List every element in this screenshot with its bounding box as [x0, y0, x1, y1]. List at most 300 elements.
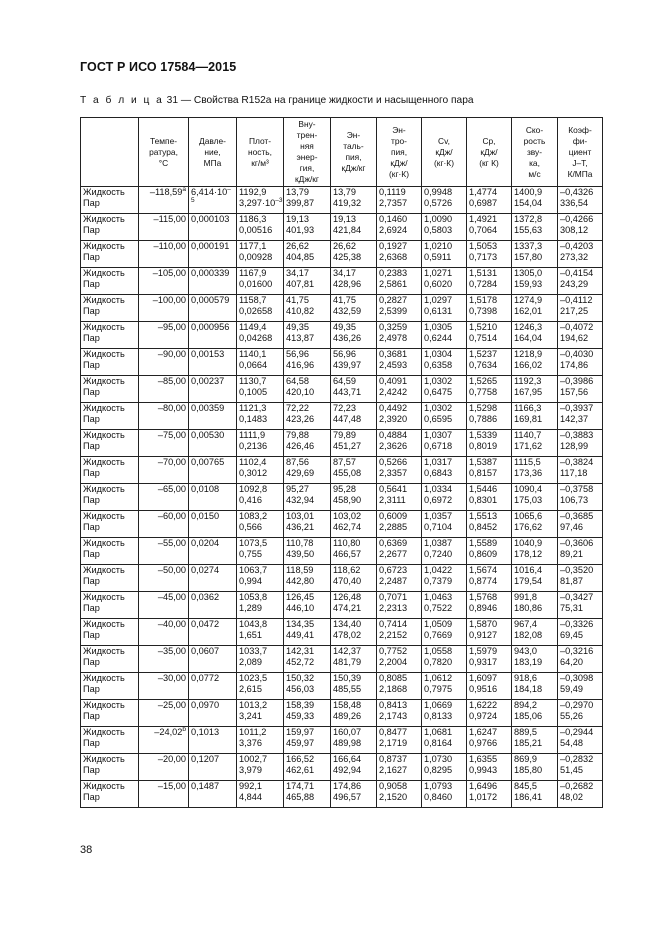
cv-vapor: 0,6843: [424, 468, 453, 479]
cell-jt-coefficient: [558, 538, 603, 565]
cv-liquid: 1,0304: [424, 349, 453, 359]
pressure-value: 0,0607: [191, 646, 220, 656]
cell-jt-coefficient: [558, 241, 603, 268]
internal-energy-liquid: 64,58: [286, 376, 309, 386]
internal-energy-vapor: 456,03: [286, 684, 315, 695]
cell-pressure: [189, 403, 237, 430]
entropy-liquid: 0,5641: [379, 484, 408, 494]
pressure-value: 0,1013: [191, 727, 220, 737]
cv-vapor: 0,6475: [424, 387, 453, 398]
cell-pressure: [189, 619, 237, 646]
cell-internal-energy: [284, 241, 331, 268]
cell-pressure: [189, 457, 237, 484]
enthalpy-liquid: 26,62: [333, 241, 356, 251]
cv-vapor: 0,5726: [424, 198, 453, 209]
cell-density: [237, 187, 284, 214]
jt-coefficient-vapor: 69,45: [560, 630, 583, 641]
cell-entropy: [377, 484, 422, 511]
pressure-value: 0,0472: [191, 619, 220, 629]
table-caption: [80, 95, 474, 106]
cv-vapor: 0,7522: [424, 603, 453, 614]
sound-speed-liquid: 991,8: [514, 592, 537, 602]
cell-entropy: [377, 403, 422, 430]
state-vapor: Пар: [83, 333, 100, 344]
internal-energy-liquid: 79,88: [286, 430, 309, 440]
density-vapor-wrap: [239, 792, 281, 803]
jt-coefficient-liquid: –0,2970: [560, 700, 594, 710]
cell-state: [81, 349, 139, 376]
table-row: [81, 781, 603, 808]
temperature-value: –85,00: [157, 376, 186, 386]
cell-internal-energy: [284, 484, 331, 511]
cell-state: [81, 322, 139, 349]
sound-speed-liquid: 967,4: [514, 619, 537, 629]
cp-vapor: 0,8946: [469, 603, 498, 614]
header-line: Вну-: [298, 119, 316, 129]
header-line: кДж/: [435, 146, 453, 157]
cv-liquid: 1,0317: [424, 457, 453, 467]
temperature-value: –15,00: [157, 781, 186, 791]
entropy-vapor: 2,2004: [379, 657, 408, 668]
header-state: [81, 118, 139, 187]
state-vapor: Пар: [83, 684, 100, 695]
internal-energy-liquid: 87,56: [286, 457, 309, 467]
cell-cv: [422, 565, 467, 592]
density-vapor: 0,755: [239, 549, 262, 560]
density-vapor-wrap: [239, 711, 281, 722]
cp-liquid: 1,6496: [469, 781, 498, 791]
header-internal-energy: [284, 118, 331, 187]
cell-cp: [467, 187, 512, 214]
cp-liquid: 1,6355: [469, 754, 498, 764]
table-row: [81, 646, 603, 673]
internal-energy-liquid: 118,59: [286, 565, 314, 575]
enthalpy-vapor: 489,26: [333, 711, 362, 722]
header-line: (кг·К): [434, 157, 454, 168]
cv-vapor: 0,8133: [424, 711, 453, 722]
state-vapor: Пар: [83, 225, 100, 236]
header-line: Эн-: [346, 130, 361, 140]
footnote-mark: b: [182, 725, 186, 733]
internal-energy-liquid: 166,52: [286, 754, 315, 764]
jt-coefficient-vapor: 64,20: [560, 657, 583, 668]
cell-state: [81, 673, 139, 700]
temperature-value: –118,59: [149, 187, 183, 197]
density-vapor: 0,2136: [239, 441, 268, 452]
state-liquid: Жидкость: [83, 538, 125, 548]
sound-speed-vapor: 185,80: [514, 765, 543, 776]
table-row: [81, 754, 603, 781]
cell-jt-coefficient: [558, 322, 603, 349]
cell-cp: [467, 781, 512, 808]
sound-speed-vapor: 176,62: [514, 522, 543, 533]
jt-coefficient-liquid: –0,2944: [560, 727, 594, 737]
cell-pressure: [189, 322, 237, 349]
enthalpy-vapor: 481,79: [333, 657, 362, 668]
pressure-value: 0,00153: [191, 349, 225, 359]
internal-energy-vapor: 416,96: [286, 360, 315, 371]
table-row: [81, 214, 603, 241]
header-temperature: [139, 118, 189, 187]
cp-liquid: 1,5178: [469, 295, 498, 305]
density-liquid: 1102,4: [239, 457, 267, 467]
cell-density: [237, 430, 284, 457]
state-liquid: Жидкость: [83, 376, 125, 386]
cp-liquid: 1,6222: [469, 700, 498, 710]
temperature-value: –40,00: [157, 619, 186, 629]
cell-sound-speed: [512, 646, 558, 673]
header-line: энер-: [296, 152, 318, 162]
table-row: [81, 403, 603, 430]
cell-internal-energy: [284, 322, 331, 349]
internal-energy-vapor: 442,80: [286, 576, 315, 587]
entropy-liquid: 0,6009: [379, 511, 408, 521]
density-vapor-wrap: [239, 684, 281, 695]
jt-coefficient-liquid: –0,3098: [560, 673, 594, 683]
table-row: [81, 322, 603, 349]
cell-jt-coefficient: [558, 484, 603, 511]
cell-cv: [422, 592, 467, 619]
entropy-liquid: 0,1927: [379, 241, 408, 251]
cp-vapor: 0,7398: [469, 306, 498, 317]
state-vapor: Пар: [83, 252, 100, 263]
jt-coefficient-vapor: 81,87: [560, 576, 583, 587]
cp-liquid: 1,6247: [469, 727, 498, 737]
cell-density: [237, 781, 284, 808]
sound-speed-vapor: 180,86: [514, 603, 543, 614]
jt-coefficient-vapor: 157,56: [560, 387, 589, 398]
cell-temperature: [139, 187, 189, 214]
cell-pressure: [189, 349, 237, 376]
header-enthalpy: [331, 118, 377, 187]
cell-cv: [422, 484, 467, 511]
enthalpy-vapor: 436,26: [333, 333, 362, 344]
table-row: [81, 673, 603, 700]
table-row: [81, 457, 603, 484]
temperature-value: –70,00: [157, 457, 186, 467]
entropy-liquid: 0,3259: [379, 322, 408, 332]
density-liquid: 1083,2: [239, 511, 268, 521]
cp-liquid: 1,5446: [469, 484, 498, 494]
cell-entropy: [377, 349, 422, 376]
table-row: [81, 511, 603, 538]
internal-energy-vapor: 452,72: [286, 657, 315, 668]
entropy-vapor: 2,3626: [379, 441, 408, 452]
enthalpy-liquid: 56,96: [333, 349, 356, 359]
entropy-liquid: 0,1460: [379, 214, 408, 224]
cell-temperature: [139, 430, 189, 457]
entropy-vapor: 2,2677: [379, 549, 408, 560]
sound-speed-liquid: 1218,9: [514, 349, 543, 359]
state-liquid: Жидкость: [83, 754, 125, 764]
cp-vapor: 0,7758: [469, 387, 498, 398]
cell-cp: [467, 754, 512, 781]
jt-coefficient-liquid: –0,3758: [560, 484, 594, 494]
cell-state: [81, 700, 139, 727]
enthalpy-liquid: 41,75: [333, 295, 356, 305]
cell-cv: [422, 403, 467, 430]
cell-sound-speed: [512, 700, 558, 727]
cell-cv: [422, 727, 467, 754]
cell-sound-speed: [512, 268, 558, 295]
enthalpy-vapor: 419,32: [333, 198, 362, 209]
header-line: Давле-: [199, 135, 226, 146]
jt-coefficient-liquid: –0,3685: [560, 511, 594, 521]
table-row: [81, 187, 603, 214]
cell-sound-speed: [512, 187, 558, 214]
cell-enthalpy: [331, 295, 377, 322]
cell-jt-coefficient: [558, 403, 603, 430]
cp-vapor: 0,7634: [469, 360, 498, 371]
cell-state: [81, 376, 139, 403]
cell-enthalpy: [331, 187, 377, 214]
cell-internal-energy: [284, 619, 331, 646]
cell-sound-speed: [512, 619, 558, 646]
state-vapor: Пар: [83, 414, 100, 425]
table-row: [81, 430, 603, 457]
density-liquid: 1149,4: [239, 322, 267, 332]
cell-temperature: [139, 619, 189, 646]
sound-speed-liquid: 1090,4: [514, 484, 543, 494]
cell-density: [237, 511, 284, 538]
cell-state: [81, 214, 139, 241]
state-vapor: Пар: [83, 603, 100, 614]
cell-cv: [422, 349, 467, 376]
enthalpy-liquid: 19,13: [333, 214, 356, 224]
header-cv: [422, 118, 467, 187]
enthalpy-liquid: 110,80: [333, 538, 361, 548]
entropy-liquid: 0,4884: [379, 430, 408, 440]
cv-vapor: 0,5911: [424, 252, 452, 263]
cell-entropy: [377, 322, 422, 349]
entropy-liquid: 0,5266: [379, 457, 408, 467]
cell-cp: [467, 700, 512, 727]
jt-coefficient-vapor: 75,31: [560, 603, 583, 614]
cell-density: [237, 484, 284, 511]
internal-energy-liquid: 95,27: [286, 484, 309, 494]
enthalpy-vapor: 474,21: [333, 603, 362, 614]
table-row: [81, 241, 603, 268]
pressure-value: 0,00765: [191, 457, 225, 467]
enthalpy-vapor: 425,38: [333, 252, 362, 263]
entropy-liquid: 0,2827: [379, 295, 408, 305]
table-row: [81, 268, 603, 295]
density-vapor-wrap: [239, 198, 281, 209]
cv-vapor: 0,5803: [424, 225, 453, 236]
cell-jt-coefficient: [558, 214, 603, 241]
table-row: [81, 376, 603, 403]
density-vapor-wrap: [239, 549, 281, 560]
cell-pressure: [189, 646, 237, 673]
pressure-value: 0,00530: [191, 430, 225, 440]
cp-liquid: 1,5265: [469, 376, 498, 386]
internal-energy-liquid: 158,39: [286, 700, 315, 710]
jt-coefficient-liquid: –0,3216: [560, 646, 594, 656]
density-vapor: 1,289: [239, 603, 262, 614]
cell-cp: [467, 403, 512, 430]
header-line: пия,: [390, 146, 408, 157]
density-vapor: 1,651: [239, 630, 262, 641]
temperature-value: –30,00: [157, 673, 186, 683]
jt-coefficient-vapor: 273,32: [560, 252, 589, 263]
cell-pressure: [189, 268, 237, 295]
state-liquid: Жидкость: [83, 430, 125, 440]
cell-sound-speed: [512, 403, 558, 430]
state-liquid: Жидкость: [83, 673, 125, 683]
cell-density: [237, 268, 284, 295]
header-line: Cv,: [438, 135, 450, 146]
density-vapor-wrap: [239, 252, 281, 263]
cell-state: [81, 241, 139, 268]
jt-coefficient-liquid: –0,4203: [560, 241, 594, 251]
state-liquid: Жидкость: [83, 457, 125, 467]
pressure-value: 0,0970: [191, 700, 220, 710]
cell-enthalpy: [331, 511, 377, 538]
internal-energy-vapor: 459,97: [286, 738, 315, 749]
cell-density: [237, 214, 284, 241]
cell-cv: [422, 619, 467, 646]
cv-vapor: 0,8164: [424, 738, 453, 749]
table-row: [81, 538, 603, 565]
cell-pressure: [189, 700, 237, 727]
pressure-value: 0,000339: [191, 268, 230, 278]
header-entropy: [377, 118, 422, 187]
cell-internal-energy: [284, 268, 331, 295]
density-vapor-wrap: [239, 441, 281, 452]
cv-vapor: 0,6358: [424, 360, 453, 371]
jt-coefficient-liquid: –0,4326: [560, 187, 594, 197]
cell-cp: [467, 268, 512, 295]
cell-cp: [467, 241, 512, 268]
jt-coefficient-liquid: –0,2832: [560, 754, 594, 764]
state-vapor: Пар: [83, 495, 100, 506]
enthalpy-vapor: 455,08: [333, 468, 362, 479]
exponent: –3: [275, 197, 283, 205]
enthalpy-liquid: 134,40: [333, 619, 362, 629]
cell-enthalpy: [331, 592, 377, 619]
enthalpy-liquid: 174,86: [333, 781, 362, 791]
cv-liquid: 1,0463: [424, 592, 453, 602]
jt-coefficient-vapor: 59,49: [560, 684, 583, 695]
cv-liquid: 1,0509: [424, 619, 453, 629]
table-row: [81, 700, 603, 727]
internal-energy-liquid: 142,31: [286, 646, 315, 656]
state-liquid: Жидкость: [83, 295, 125, 305]
enthalpy-vapor: 496,57: [333, 792, 362, 803]
sound-speed-vapor: 171,62: [514, 441, 543, 452]
cell-density: [237, 457, 284, 484]
enthalpy-vapor: 462,74: [333, 522, 362, 533]
entropy-vapor: 2,1719: [379, 738, 408, 749]
cv-liquid: 1,0558: [424, 646, 453, 656]
internal-energy-vapor: 413,87: [286, 333, 315, 344]
sound-speed-vapor: 185,06: [514, 711, 543, 722]
cell-temperature: [139, 268, 189, 295]
cell-enthalpy: [331, 673, 377, 700]
sound-speed-vapor: 167,95: [514, 387, 543, 398]
cell-state: [81, 781, 139, 808]
cp-vapor: 0,7173: [469, 252, 498, 263]
entropy-vapor: 2,2487: [379, 576, 408, 587]
cell-density: [237, 322, 284, 349]
cell-enthalpy: [331, 241, 377, 268]
entropy-vapor: 2,7357: [379, 198, 408, 209]
internal-energy-liquid: 150,32: [286, 673, 315, 683]
cell-jt-coefficient: [558, 376, 603, 403]
sound-speed-liquid: 1400,9: [514, 187, 543, 197]
cell-cp: [467, 322, 512, 349]
temperature-value: –55,00: [157, 538, 186, 548]
cp-vapor: 0,7514: [469, 333, 498, 344]
pressure-value: 0,0150: [191, 511, 220, 521]
sound-speed-liquid: 1065,6: [514, 511, 543, 521]
cell-internal-energy: [284, 187, 331, 214]
sound-speed-liquid: 1192,3: [514, 376, 542, 386]
cp-vapor: 1,0172: [469, 792, 498, 803]
density-vapor-wrap: [239, 576, 281, 587]
cp-vapor: 0,7064: [469, 225, 498, 236]
header-line: зву-: [526, 146, 543, 157]
table-caption-text: 31 — Свойства R152a на границе жидкости и насыщенного пара: [163, 95, 474, 106]
density-liquid: 1033,7: [239, 646, 268, 656]
density-vapor: 0,01600: [239, 279, 273, 290]
density-vapor: 4,844: [239, 792, 262, 803]
cell-enthalpy: [331, 349, 377, 376]
jt-coefficient-vapor: 89,21: [560, 549, 583, 560]
cell-internal-energy: [284, 457, 331, 484]
entropy-liquid: 0,6723: [379, 565, 408, 575]
cell-pressure: [189, 754, 237, 781]
internal-energy-vapor: 449,41: [286, 630, 315, 641]
state-liquid: Жидкость: [83, 187, 125, 197]
entropy-vapor: 2,2152: [379, 630, 408, 641]
density-liquid: 1130,7: [239, 376, 267, 386]
cell-entropy: [377, 295, 422, 322]
entropy-liquid: 0,8085: [379, 673, 408, 683]
cell-internal-energy: [284, 430, 331, 457]
cell-cv: [422, 241, 467, 268]
jt-coefficient-liquid: –0,3606: [560, 538, 594, 548]
cell-cv: [422, 295, 467, 322]
cell-pressure: [189, 241, 237, 268]
entropy-vapor: 2,1743: [379, 711, 408, 722]
cv-liquid: 1,0297: [424, 295, 453, 305]
cell-sound-speed: [512, 484, 558, 511]
cv-liquid: 1,0302: [424, 403, 453, 413]
internal-energy-vapor: 465,88: [286, 792, 315, 803]
state-vapor: Пар: [83, 468, 100, 479]
header-line: J–T,: [572, 157, 588, 168]
density-liquid: 1140,1: [239, 349, 267, 359]
entropy-vapor: 2,6368: [379, 252, 408, 263]
cp-vapor: 0,6987: [469, 198, 498, 209]
cv-vapor: 0,7240: [424, 549, 453, 560]
header-line: тро-: [391, 135, 407, 146]
density-vapor: 3,297·10: [239, 198, 276, 209]
sound-speed-liquid: 1016,4: [514, 565, 543, 575]
sound-speed-vapor: 186,41: [514, 792, 543, 803]
density-vapor: 2,089: [239, 657, 262, 668]
header-line: °С: [158, 157, 169, 168]
cell-state: [81, 430, 139, 457]
sound-speed-liquid: 889,5: [514, 727, 537, 737]
internal-energy-liquid: 174,71: [286, 781, 315, 791]
header-line: кДж/кг: [341, 163, 366, 173]
sound-speed-vapor: 182,08: [514, 630, 543, 641]
cell-enthalpy: [331, 268, 377, 295]
cp-vapor: 0,8157: [469, 468, 498, 479]
cell-jt-coefficient: [558, 592, 603, 619]
